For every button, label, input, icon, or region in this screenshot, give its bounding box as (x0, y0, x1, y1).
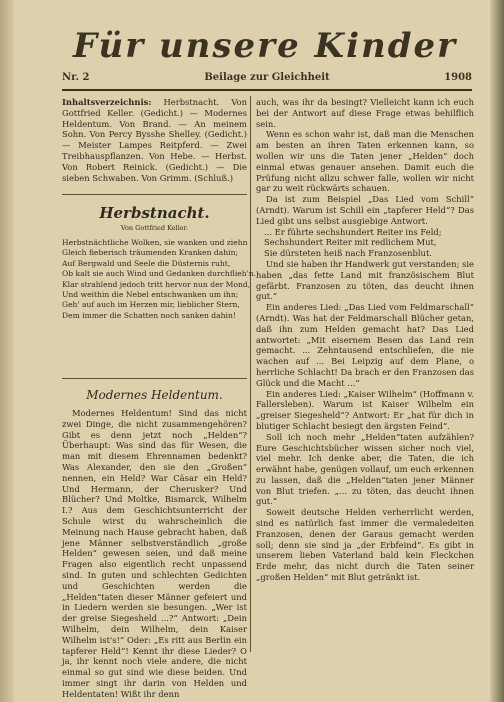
poem-line: Dem immer die Schatten noch sanken dahin! (62, 310, 236, 320)
toc-label: Inhaltsverzeichnis: (62, 97, 152, 107)
article-left-column (62, 408, 247, 699)
masthead-rule (62, 89, 472, 91)
toc-divider (62, 194, 247, 195)
issue-subtitle: Beilage zur Gleichheit (204, 72, 330, 83)
poem-line: Auf Bergwald und Seele die Düsternis ruht, (62, 258, 231, 268)
article-paragraph: Und sie haben ihr Handwerk gut verstanden; sie haben „das fette Land mit französischem Blut gefärbt. Franzosen zu töten, das deucht ihnen gut.“ (256, 258, 474, 302)
article-paragraph: Soll ich noch mehr „Helden“taten aufzählen? Eure Geschichtsbücher wissen sicher noch viel, viel mehr. Ich denke aber, die Taten, die ich erwähnt habe, genügen vollauf, um euch erkennen zu lassen, daß die „Helden“taten jener Männer von Blut triefen. „... zu töten, das deucht ihnen gut.“ (256, 431, 474, 507)
poem-byline: Von Gottfried Keller. (120, 224, 189, 232)
masthead-title: Für unsere Kinder (72, 26, 458, 66)
poem-divider (62, 378, 247, 379)
article-paragraph: Ein anderes Lied: „Kaiser Wilhelm“ (Hoffmann v. Fallersleben). Warum ist Kaiser Wilhelm ein „greiser Siegesheld“? Antwort: Er „hat für dich in blutiger Schlacht besiegt den ärgsten Feind“. (256, 388, 474, 431)
poem-line: Geh' auf auch im Herzen mir, lieblicher Stern, (62, 300, 240, 310)
page-edge-shadow (490, 0, 504, 702)
binding-spine (0, 0, 14, 702)
poem-body (62, 238, 257, 321)
article-paragraph: auch, was ihr da besingt? Vielleicht kann ich euch bei der Antwort auf diese Frage etwas behilflich sein. (256, 97, 474, 129)
poem-line: Ob kalt sie auch Wind und Gedanken durchflieh'n. (62, 269, 257, 279)
article-paragraph: Soweit deutsche Helden verherrlicht werden, sind es natürlich fast immer die vermaledeiten Franzosen, denen der Garaus gemacht werden soll; denn sie sind ja „der Erbfeind“. Es gibt in unserem lieben Vaterland bald kein Fleckchen Erde mehr, das nicht durch die Taten seiner „großen Helden“ mit Blut getränkt ist. (256, 507, 474, 583)
table-of-contents (62, 97, 247, 183)
poem-line: Und weithin die Nebel entschwanken um ihn; (62, 290, 239, 300)
issue-year: 1908 (444, 72, 472, 83)
article-title: Modernes Heldentum. (86, 388, 223, 402)
article-paragraph: Modernes Heldentum! Sind das nicht zwei Dinge, die nicht zusammengehören? Gibt es denn jetzt noch „Helden“? Überhaupt: Was sind das für Wesen, die man mit diesem Ehrennamen bedenkt? Was Alexander, den sie den „Großen“ nennen, ein Held? War Cäsar ein Held? Und Hermann, der Cherusker? Und Blücher? Und Moltke, Bismarck, Wilhelm I.? Aus dem Geschichtsunterricht der Schule wirst du wahrscheinlich die Meinung nach Hause gebracht haben, daß jene Männer selbstverständlich „große Helden“ gewesen seien, und daß meine Fragen also eigentlich recht unpassend sind. In guten und schlechten Gedichten und Geschichten werden die „Helden“taten dieser Männer gefeiert und in Liedern werden sie besungen. „Wer ist der greise Siegesheld ...?“ Antwort: „Dein Wilhelm, dein Wilhelm, dein Kaiser Wilhelm ist's!“ Oder: „Es ritt aus Berlin ein tapferer Held“! Kennt ihr diese Lieder? O ja, ihr kennt noch viele andere, die nicht einmal so gut sind wie diese beiden. Und immer singt ihr darin von Helden und Heldentaten! Wißt ihr denn (62, 408, 247, 699)
issue-bar (62, 72, 472, 88)
toc-text: Herbstnacht. Von Gottfried Keller. (Gedicht.) — Modernes Heldentum. Von Brand. — An meinem Sohn. Von Percy Bysshe Shelley. (Gedicht.) — Meister Lampes Reitpferd. — Zwei Treibhauspflanzen. Von Hebe. — Herbst. Von Robert Reinick. (Gedicht.) — Die sieben Schwaben. Von Grimm. (Schluß.) (62, 97, 247, 183)
article-paragraph: Wenn es schon wahr ist, daß man die Menschen am besten an ihren Taten erkennen kann, so wollen wir uns die Taten jener „Helden“ doch einmal etwas genauer ansehen. Damit euch die Prüfung nicht allzu schwer falle, wollen wir nicht gar zu weit rückwärts schauen. (256, 129, 474, 194)
poem-line: Klar strahlend jedoch tritt hervor nun der Mond, (62, 279, 251, 289)
article-paragraph: Da ist zum Beispiel „Das Lied vom Schill“ (Arndt). Warum ist Schill ein „tapferer Held“? Das Lied gibt uns selbst ausgiebige Antwort. (256, 194, 474, 226)
article-right-column (256, 97, 474, 657)
column-divider (250, 96, 251, 652)
quote-line: ... Er führte sechshundert Reiter ins Feld; (264, 226, 442, 237)
quote-line: Sie dürsteten heiß nach Franzosenblut. (264, 248, 432, 259)
poem-title: Herbstnacht. (99, 204, 210, 222)
quote-line: Sechshundert Reiter mit redlichem Mut, (264, 237, 437, 248)
issue-number: Nr. 2 (62, 72, 90, 83)
article-paragraph: Ein anderes Lied: „Das Lied vom Feldmarschall“ (Arndt). Was hat der Feldmarschall Blücher getan, daß ihn zum Helden gemacht hat? Das Lied antwortet: „Mit eisernem Besen das Land rein gemacht. ... Zehntausend entschliefen, die nie wachen auf ... Bei Leipzig auf dem Plane, o herrliche Schlacht! Da brach er den Franzosen das Glück und die Macht ...“ (256, 302, 474, 388)
poem-line: Herbstnächtliche Wolken, sie wanken und ziehn (62, 238, 248, 247)
poem-line: Gleich fieberisch träumenden Kranken dahin; (62, 248, 239, 258)
